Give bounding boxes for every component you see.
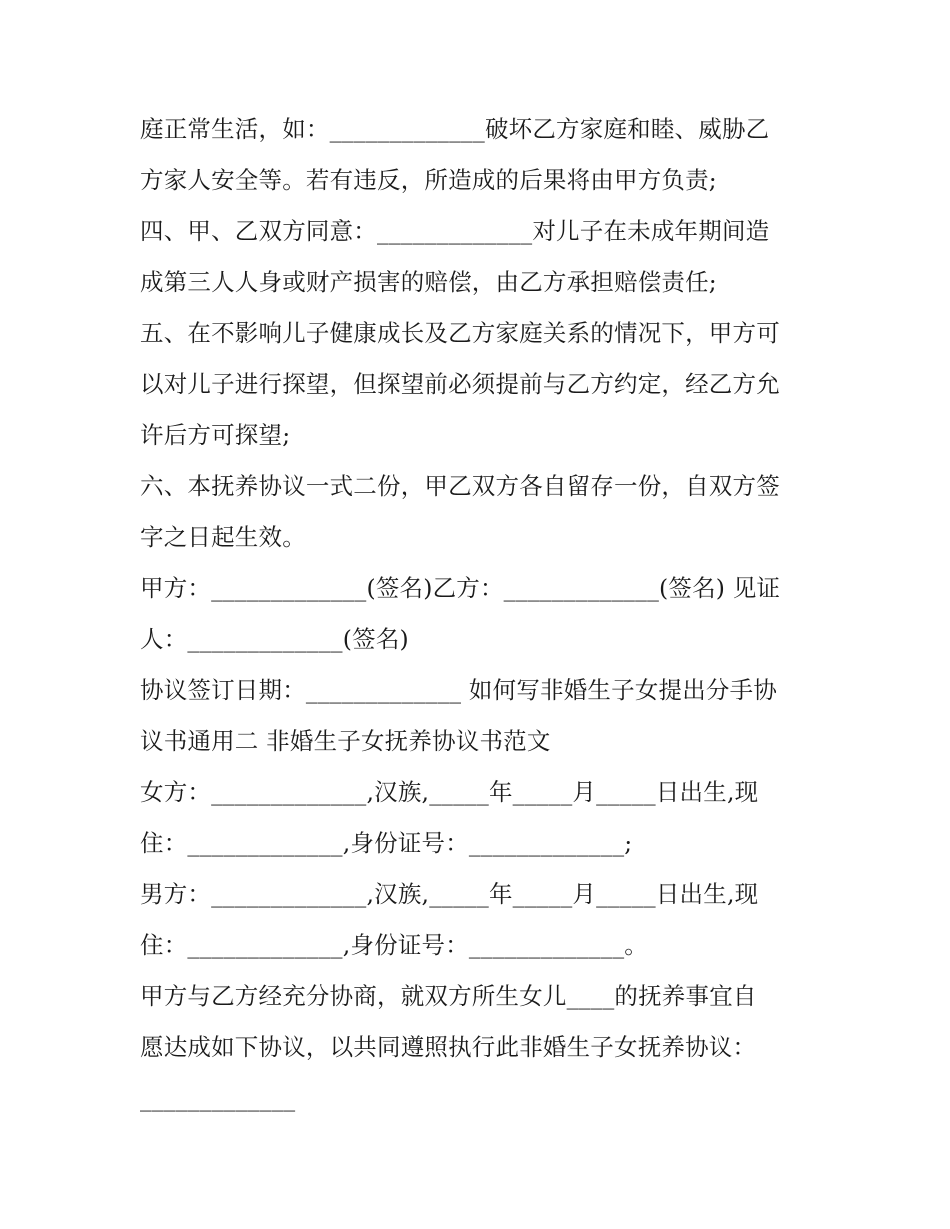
female-party-address-line: 住：_____________,身份证号：_____________; [140, 829, 633, 857]
date-line: 协议签订日期：_____________ 如何写非婚生子女提出分手协 [140, 676, 778, 704]
signature-line: 人：_____________(签名) [140, 625, 409, 653]
text-line: 愿达成如下协议，以共同遵照执行此非婚生子女抚养协议： [140, 1033, 757, 1061]
male-party-line: 男方：_____________,汉族,_____年_____月_____日出生,现 [140, 880, 759, 908]
text-line: 五、在不影响儿子健康成长及乙方家庭关系的情况下，甲方可 [140, 319, 780, 347]
text-line: 庭正常生活，如：_____________破坏乙方家庭和睦、威胁乙 [140, 115, 770, 143]
document-page [140, 104, 830, 1124]
female-party-line: 女方：_____________,汉族,_____年_____月_____日出生,现 [140, 778, 759, 806]
section-title-line: 议书通用二 非婚生子女抚养协议书范文 [140, 727, 551, 755]
text-line: 四、甲、乙双方同意：_____________对儿子在未成年期间造 [140, 217, 770, 245]
text-line: 以对儿子进行探望，但探望前必须提前与乙方约定，经乙方允 [140, 370, 780, 398]
text-line: 成第三人人身或财产损害的赔偿，由乙方承担赔偿责任; [140, 268, 717, 296]
text-line: 字之日起生效。 [140, 523, 306, 551]
male-party-address-line: 住：_____________,身份证号：_____________。 [140, 931, 648, 959]
signature-line: 甲方：_____________(签名)乙方：_____________(签名) 见证 [140, 574, 781, 602]
text-line: 甲方与乙方经充分协商，就双方所生女儿____的抚养事宜自 [140, 982, 757, 1010]
text-line: 许后方可探望; [140, 421, 291, 449]
text-line: 方家人安全等。若有违反，所造成的后果将由甲方负责; [140, 166, 717, 194]
blank-line: _____________ [140, 1084, 296, 1112]
text-line: 六、本抚养协议一式二份，甲乙双方各自留存一份，自双方签 [140, 472, 780, 500]
